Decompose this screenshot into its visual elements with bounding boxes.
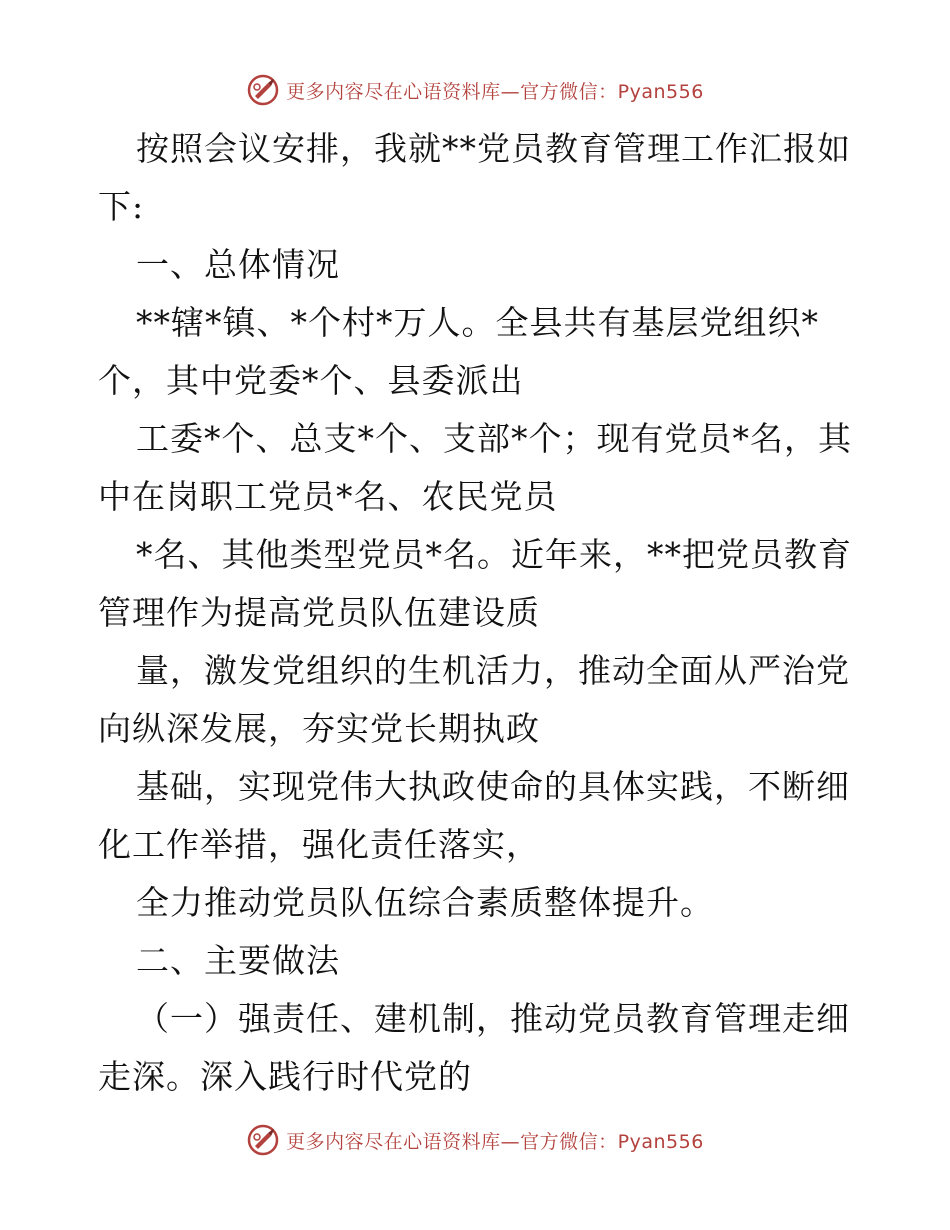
text-line: 工委*个、总支*个、支部*个；现有党员*名，其 bbox=[136, 419, 852, 458]
text-line: 中在岗职工党员*名、农民党员 bbox=[98, 477, 558, 516]
quill-pen-logo-icon bbox=[246, 73, 280, 107]
text-line: 基础，实现党伟大执政使命的具体实践，不断细 bbox=[136, 767, 850, 806]
header-banner bbox=[0, 70, 950, 110]
text-line: （一）强责任、建机制，推动党员教育管理走细 bbox=[136, 999, 850, 1038]
text-line: 全力推动党员队伍综合素质整体提升。 bbox=[136, 883, 714, 922]
text-line: 个，其中党委*个、县委派出 bbox=[98, 361, 524, 400]
text-line: 向纵深发展，夯实党长期执政 bbox=[98, 709, 540, 748]
text-line: *名、其他类型党员*名。近年来，**把党员教育 bbox=[136, 535, 852, 574]
text-line: 量，激发党组织的生机活力，推动全面从严治党 bbox=[136, 651, 850, 690]
text-line: 化工作举措，强化责任落实， bbox=[98, 825, 540, 864]
text-line: 走深。深入践行时代党的 bbox=[98, 1057, 472, 1096]
document-body bbox=[98, 120, 858, 1106]
footer-banner-text: 更多内容尽在心语资料库—官方微信：Pyan556 bbox=[286, 1130, 704, 1153]
text-line: 一、总体情况 bbox=[136, 245, 340, 284]
text-line: 按照会议安排，我就**党员教育管理工作汇报如 bbox=[136, 129, 851, 168]
text-line: 二、主要做法 bbox=[136, 941, 340, 980]
text-line: **辖*镇、*个村*万人。全县共有基层党组织* bbox=[136, 303, 819, 342]
quill-pen-logo-icon bbox=[246, 1123, 280, 1157]
header-banner-text: 更多内容尽在心语资料库—官方微信：Pyan556 bbox=[286, 80, 704, 103]
text-line: 下: bbox=[98, 187, 145, 226]
text-line: 管理作为提高党员队伍建设质 bbox=[98, 593, 540, 632]
footer-banner bbox=[0, 1120, 950, 1160]
